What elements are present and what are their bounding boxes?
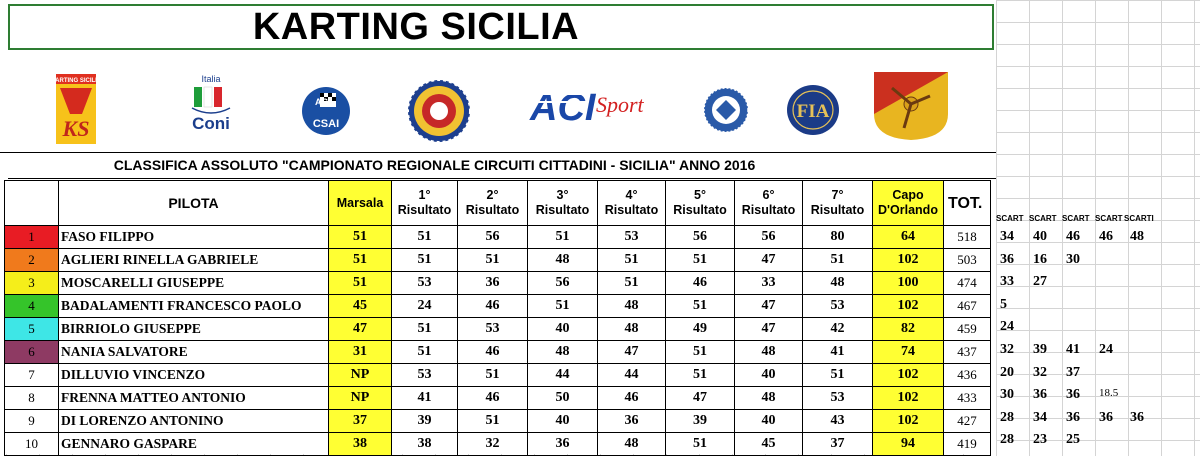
cell-marsala[interactable]: 31 xyxy=(329,341,392,364)
cell-tot[interactable]: 436 xyxy=(944,364,991,387)
cell-marsala[interactable]: 51 xyxy=(329,226,392,249)
cell-r4[interactable]: 47 xyxy=(598,341,666,364)
header-round-1-label: Risultato xyxy=(397,203,452,217)
scarti-value[interactable]: 16 xyxy=(1033,251,1047,267)
cell-r2[interactable]: 46 xyxy=(458,387,528,410)
sicily-arms-logo xyxy=(872,70,950,142)
cell-r3[interactable]: 44 xyxy=(528,364,598,387)
karting-sicilia-logo-text: KARTING SICILIA xyxy=(50,78,102,84)
cell-r6[interactable]: 40 xyxy=(735,410,803,433)
aci-sport-logo-script: Sport xyxy=(596,92,644,117)
cell-tot[interactable]: 474 xyxy=(944,272,991,295)
cell-pilot-name[interactable]: MOSCARELLI GIUSEPPE xyxy=(59,272,329,295)
header-round-5-num: 5° xyxy=(694,188,706,202)
scarti-value[interactable]: 46 xyxy=(1099,229,1113,244)
cell-r2[interactable]: 53 xyxy=(458,318,528,341)
cell-r4[interactable]: 48 xyxy=(598,318,666,341)
scarti-value[interactable]: 27 xyxy=(1033,274,1047,290)
cell-r7[interactable]: 37 xyxy=(803,433,873,456)
title-cell[interactable] xyxy=(8,4,994,50)
cell-marsala[interactable]: 45 xyxy=(329,295,392,318)
cell-r2[interactable]: 32 xyxy=(458,433,528,456)
header-capo-line1: Capo xyxy=(892,188,924,202)
cell-tot[interactable]: 518 xyxy=(944,226,991,249)
cell-r6[interactable]: 33 xyxy=(735,272,803,295)
scarti-value[interactable]: 46 xyxy=(1066,229,1080,244)
page-title: KARTING SICILIA xyxy=(252,5,580,48)
cell-r7[interactable]: 41 xyxy=(803,341,873,364)
cell-r6[interactable]: 40 xyxy=(735,364,803,387)
scarti-value[interactable]: 5 xyxy=(1000,296,1007,312)
cell-position[interactable]: 5 xyxy=(5,318,59,341)
cell-capo[interactable]: 100 xyxy=(873,272,944,295)
scarti-value[interactable]: 32 xyxy=(1033,364,1047,380)
table-row xyxy=(5,364,991,387)
scarti-value[interactable]: 25 xyxy=(1066,432,1080,448)
header-marsala[interactable]: Marsala xyxy=(329,181,392,226)
header-round-7[interactable] xyxy=(803,181,873,226)
cell-r5[interactable]: 49 xyxy=(666,318,735,341)
cell-capo[interactable]: 102 xyxy=(873,364,944,387)
scarti-value[interactable]: 28 xyxy=(1000,409,1014,425)
header-round-6[interactable] xyxy=(735,181,803,226)
cell-r7[interactable]: 53 xyxy=(803,295,873,318)
cell-tot[interactable]: 503 xyxy=(944,249,991,272)
cell-r1[interactable]: 51 xyxy=(392,318,458,341)
header-round-3[interactable] xyxy=(528,181,598,226)
table-row xyxy=(5,226,991,249)
cell-capo[interactable]: 64 xyxy=(873,226,944,249)
scarti-value[interactable]: 24 xyxy=(1000,319,1014,335)
cell-r1[interactable]: 41 xyxy=(392,387,458,410)
circle-emblem-logo xyxy=(702,86,750,134)
csai-logo xyxy=(300,85,352,137)
scarti-header[interactable]: SCART xyxy=(1062,214,1090,223)
scarti-value[interactable]: 18.5 xyxy=(1099,387,1119,400)
cell-r3[interactable]: 50 xyxy=(528,387,598,410)
cell-r5[interactable]: 51 xyxy=(666,249,735,272)
cell-r3[interactable]: 40 xyxy=(528,318,598,341)
karting-sicilia-logo xyxy=(50,74,102,144)
table-row xyxy=(5,433,991,456)
scarti-value[interactable]: 41 xyxy=(1066,342,1080,357)
cell-tot[interactable]: 459 xyxy=(944,318,991,341)
cell-marsala[interactable]: 47 xyxy=(329,318,392,341)
logo-row xyxy=(0,50,996,153)
scarti-header[interactable]: SCART xyxy=(1095,214,1123,223)
cell-r5[interactable]: 51 xyxy=(666,433,735,456)
scarti-value[interactable]: 30 xyxy=(1066,251,1080,267)
csai-logo-top: ACI xyxy=(315,97,331,107)
scarti-value[interactable]: 36 xyxy=(1099,409,1113,425)
subtitle xyxy=(8,152,996,179)
scarti-header[interactable]: SCART xyxy=(996,214,1024,223)
cell-tot[interactable]: 437 xyxy=(944,341,991,364)
cell-pilot-name[interactable]: FASO FILIPPO xyxy=(59,226,329,249)
cell-r5[interactable]: 56 xyxy=(666,226,735,249)
header-capo-dorlando[interactable] xyxy=(873,181,944,226)
cell-r2[interactable]: 36 xyxy=(458,272,528,295)
cell-r2[interactable]: 51 xyxy=(458,249,528,272)
cell-r6[interactable]: 47 xyxy=(735,318,803,341)
cell-r7[interactable]: 48 xyxy=(803,272,873,295)
table-row xyxy=(5,387,991,410)
header-round-2-num: 2° xyxy=(486,188,499,202)
scarti-value[interactable]: 40 xyxy=(1033,229,1047,244)
cell-r1[interactable]: 51 xyxy=(392,226,458,249)
cell-r7[interactable]: 53 xyxy=(803,387,873,410)
cell-r7[interactable]: 51 xyxy=(803,249,873,272)
cell-capo[interactable]: 102 xyxy=(873,295,944,318)
cell-r6[interactable]: 48 xyxy=(735,341,803,364)
cell-pilot-name[interactable]: GENNARO GASPARE xyxy=(59,433,329,456)
cell-r7[interactable]: 51 xyxy=(803,364,873,387)
scarti-header[interactable]: SCARTI xyxy=(1124,214,1154,223)
scarti-header[interactable]: SCART xyxy=(1029,214,1057,223)
coni-logo-bottom: Coni xyxy=(192,114,230,133)
cell-r1[interactable]: 38 xyxy=(392,433,458,456)
cell-position[interactable]: 4 xyxy=(5,295,59,318)
cell-capo[interactable]: 74 xyxy=(873,341,944,364)
cell-r2[interactable]: 51 xyxy=(458,364,528,387)
header-round-7-label: Risultato xyxy=(810,203,865,217)
cell-r3[interactable]: 51 xyxy=(528,295,598,318)
scarti-value[interactable]: 24 xyxy=(1099,342,1113,357)
coni-logo-top: Italia xyxy=(201,74,221,84)
cell-position[interactable]: 6 xyxy=(5,341,59,364)
cell-position[interactable]: 9 xyxy=(5,410,59,433)
cell-r3[interactable]: 48 xyxy=(528,249,598,272)
cell-r1[interactable]: 51 xyxy=(392,249,458,272)
cell-position[interactable]: 3 xyxy=(5,272,59,295)
cell-marsala[interactable]: 38 xyxy=(329,433,392,456)
header-round-5[interactable] xyxy=(666,181,735,226)
cell-r1[interactable]: 24 xyxy=(392,295,458,318)
cell-r5[interactable]: 47 xyxy=(666,387,735,410)
cell-position[interactable]: 1 xyxy=(5,226,59,249)
cell-r6[interactable]: 56 xyxy=(735,226,803,249)
cell-capo[interactable]: 102 xyxy=(873,249,944,272)
karting-sicilia-logo-letters: KS xyxy=(62,116,90,141)
cell-r3[interactable]: 48 xyxy=(528,341,598,364)
header-round-1[interactable] xyxy=(392,181,458,226)
cell-pilot-name[interactable]: AGLIERI RINELLA GABRIELE xyxy=(59,249,329,272)
header-round-6-num: 6° xyxy=(762,188,775,202)
cell-capo[interactable]: 102 xyxy=(873,410,944,433)
cell-pilot-name[interactable]: BADALAMENTI FRANCESCO PAOLO xyxy=(59,295,329,318)
header-round-4[interactable] xyxy=(598,181,666,226)
cell-r5[interactable]: 39 xyxy=(666,410,735,433)
header-round-4-label: Risultato xyxy=(604,203,659,217)
cell-position[interactable]: 10 xyxy=(5,433,59,456)
scarti-value[interactable]: 36 xyxy=(1033,387,1047,403)
cell-r2[interactable]: 46 xyxy=(458,341,528,364)
scarti-value[interactable]: 37 xyxy=(1066,364,1080,380)
aci-sport-logo-text: ACI xyxy=(530,87,596,129)
header-round-2[interactable] xyxy=(458,181,528,226)
seal-logo xyxy=(406,78,472,144)
cell-r3[interactable]: 36 xyxy=(528,433,598,456)
header-round-7-num: 7° xyxy=(831,188,844,202)
table-row xyxy=(5,318,991,341)
header-pilota[interactable]: PILOTA xyxy=(59,181,329,226)
cell-r6[interactable]: 45 xyxy=(735,433,803,456)
cell-marsala[interactable]: 51 xyxy=(329,272,392,295)
subtitle-text: CLASSIFICA ASSOLUTO "CAMPIONATO REGIONALE CIRCUITI CITTADINI - SICILIA" ANNO 2016 xyxy=(113,157,756,173)
cell-marsala[interactable]: NP xyxy=(329,364,392,387)
cell-tot[interactable]: 467 xyxy=(944,295,991,318)
scarti-value[interactable]: 20 xyxy=(1000,364,1014,380)
scarti-value[interactable]: 34 xyxy=(1033,409,1047,425)
header-round-6-label: Risultato xyxy=(741,203,796,217)
fia-logo-text: FIA xyxy=(796,101,830,122)
table-row xyxy=(5,272,991,295)
cell-pilot-name[interactable]: BIRRIOLO GIUSEPPE xyxy=(59,318,329,341)
cell-r5[interactable]: 51 xyxy=(666,295,735,318)
cell-r4[interactable]: 51 xyxy=(598,249,666,272)
cell-r4[interactable]: 36 xyxy=(598,410,666,433)
scarti-value[interactable]: 48 xyxy=(1130,229,1144,244)
cell-pilot-name[interactable]: DI LORENZO ANTONINO xyxy=(59,410,329,433)
cell-capo[interactable]: 82 xyxy=(873,318,944,341)
cell-r4[interactable]: 53 xyxy=(598,226,666,249)
cell-r1[interactable]: 53 xyxy=(392,272,458,295)
cell-r1[interactable]: 39 xyxy=(392,410,458,433)
table-row xyxy=(5,295,991,318)
cell-pilot-name[interactable]: FRENNA MATTEO ANTONIO xyxy=(59,387,329,410)
header-round-3-num: 3° xyxy=(556,188,569,202)
table-row xyxy=(5,341,991,364)
cell-r1[interactable]: 51 xyxy=(392,341,458,364)
cell-marsala[interactable]: NP xyxy=(329,387,392,410)
header-round-4-num: 4° xyxy=(625,188,638,202)
scarti-value[interactable]: 36 xyxy=(1066,409,1080,425)
cell-r3[interactable]: 40 xyxy=(528,410,598,433)
cell-tot[interactable]: 427 xyxy=(944,410,991,433)
aci-sport-logo xyxy=(526,80,672,132)
header-tot[interactable]: TOT. xyxy=(944,181,991,226)
cell-tot[interactable]: 419 xyxy=(944,433,991,456)
cell-r6[interactable]: 47 xyxy=(735,295,803,318)
scarti-value[interactable]: 36 xyxy=(1066,387,1080,403)
cell-r2[interactable]: 46 xyxy=(458,295,528,318)
cell-r6[interactable]: 48 xyxy=(735,387,803,410)
cell-r2[interactable]: 51 xyxy=(458,410,528,433)
cell-r1[interactable]: 53 xyxy=(392,364,458,387)
cell-r5[interactable]: 46 xyxy=(666,272,735,295)
header-round-1-num: 1° xyxy=(418,188,431,202)
cell-r4[interactable]: 46 xyxy=(598,387,666,410)
cell-r5[interactable]: 51 xyxy=(666,341,735,364)
scarti-value[interactable]: 23 xyxy=(1033,432,1047,448)
cell-pilot-name[interactable]: NANIA SALVATORE xyxy=(59,341,329,364)
scarti-value[interactable]: 36 xyxy=(1130,409,1144,425)
cell-r4[interactable]: 51 xyxy=(598,272,666,295)
cell-marsala[interactable]: 37 xyxy=(329,410,392,433)
cell-position[interactable]: 8 xyxy=(5,387,59,410)
csai-logo-bottom: CSAI xyxy=(312,118,340,130)
cell-r7[interactable]: 80 xyxy=(803,226,873,249)
scarti-value[interactable]: 39 xyxy=(1033,342,1047,357)
cell-pilot-name[interactable]: DILLUVIO VINCENZO xyxy=(59,364,329,387)
cell-r7[interactable]: 42 xyxy=(803,318,873,341)
header-capo-line2: D'Orlando xyxy=(878,203,938,217)
cell-r4[interactable]: 48 xyxy=(598,295,666,318)
scarti-value[interactable]: 28 xyxy=(1000,432,1014,448)
cell-capo[interactable]: 94 xyxy=(873,433,944,456)
standings-table xyxy=(4,180,991,456)
cell-marsala[interactable]: 51 xyxy=(329,249,392,272)
cell-r4[interactable]: 44 xyxy=(598,364,666,387)
scarti-value[interactable]: 32 xyxy=(1000,342,1014,357)
cell-position[interactable]: 7 xyxy=(5,364,59,387)
table-row xyxy=(5,410,991,433)
cell-r6[interactable]: 47 xyxy=(735,249,803,272)
scarti-value[interactable]: 33 xyxy=(1000,274,1014,290)
header-pos[interactable] xyxy=(5,181,59,226)
header-round-2-label: Risultato xyxy=(465,203,520,217)
coni-logo xyxy=(180,74,242,134)
scarti-value[interactable]: 30 xyxy=(1000,387,1014,403)
cell-r5[interactable]: 51 xyxy=(666,364,735,387)
fia-logo xyxy=(786,84,840,136)
cell-tot[interactable]: 433 xyxy=(944,387,991,410)
cell-r7[interactable]: 43 xyxy=(803,410,873,433)
cell-r2[interactable]: 56 xyxy=(458,226,528,249)
cell-capo[interactable]: 102 xyxy=(873,387,944,410)
header-round-5-label: Risultato xyxy=(673,203,727,217)
header-round-3-label: Risultato xyxy=(535,203,590,217)
cell-r4[interactable]: 48 xyxy=(598,433,666,456)
table-header-row xyxy=(5,181,991,226)
scarti-value[interactable]: 36 xyxy=(1000,251,1014,267)
cell-r3[interactable]: 51 xyxy=(528,226,598,249)
scarti-value[interactable]: 34 xyxy=(1000,229,1014,244)
cell-r3[interactable]: 56 xyxy=(528,272,598,295)
cell-position[interactable]: 2 xyxy=(5,249,59,272)
table-row xyxy=(5,249,991,272)
